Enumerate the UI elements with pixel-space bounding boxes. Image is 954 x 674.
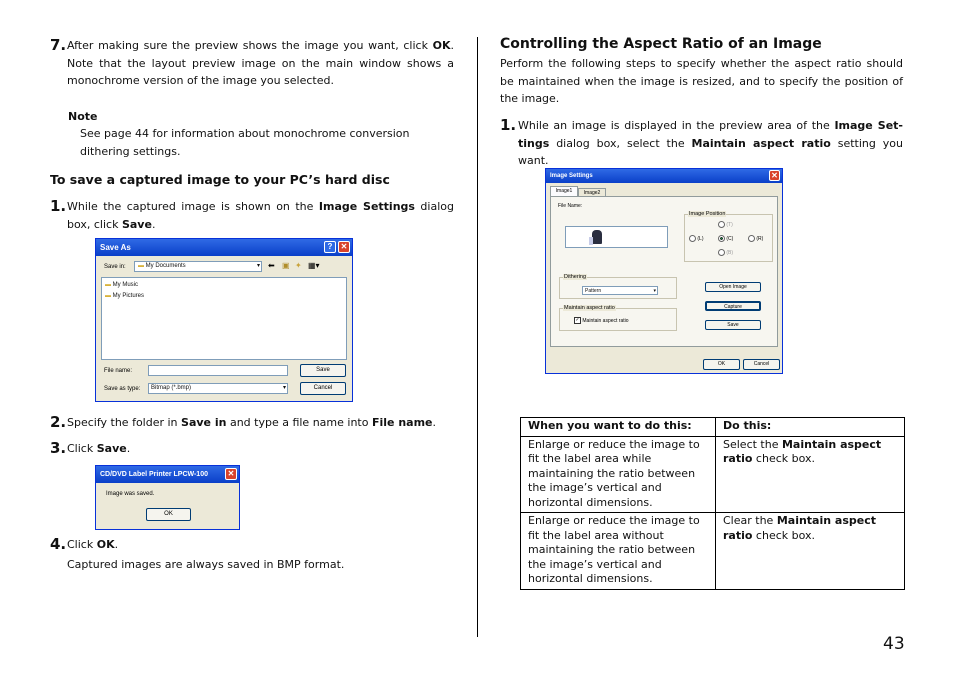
step-1-left	[50, 198, 454, 233]
text: . Note that the layout preview image on the main window shows a monochrome version of the image you selected.	[67, 39, 454, 87]
file-name-input[interactable]	[148, 365, 288, 376]
text: Clear the	[723, 514, 777, 527]
text: While an image is displayed in the preview area of the	[518, 119, 835, 132]
dialog-title: Image Settings	[550, 173, 593, 179]
radio-selected-icon	[718, 235, 725, 242]
save-in-select[interactable]	[134, 261, 262, 272]
step-text	[518, 117, 903, 170]
step-3	[50, 440, 350, 458]
capture-button[interactable]: Capture	[705, 301, 761, 311]
text: check box.	[752, 452, 816, 465]
file-name-label: File name:	[104, 368, 133, 374]
text: Select the	[723, 437, 782, 451]
tab-image1[interactable]: Image1	[550, 186, 578, 197]
dialog-title: Save As	[100, 243, 131, 252]
text: .	[114, 538, 119, 551]
radio-label: (C)	[726, 235, 734, 242]
image-position-label: Image Position	[689, 211, 726, 217]
chevron-down-icon: ▾	[282, 385, 286, 391]
dithering-label: Dithering	[564, 274, 587, 280]
preview-thumbnail	[582, 228, 612, 246]
ok-button[interactable]: OK	[146, 508, 191, 521]
image-position-group	[684, 211, 773, 262]
save-button[interactable]: Save	[300, 364, 346, 377]
step-number: 1.	[50, 197, 67, 215]
radio-icon	[689, 235, 696, 242]
step-number: 2.	[50, 413, 67, 431]
save-as-type-label: Save as type:	[104, 386, 141, 392]
text: While the captured image is shown on the	[67, 200, 319, 213]
text: Click	[67, 442, 97, 455]
bold-text: OK	[96, 538, 115, 551]
back-icon[interactable]: ⬅	[268, 261, 275, 270]
bold-text: Maintain aspect ratio	[691, 136, 831, 150]
dialog-title: CD/DVD Label Printer LPCW-100	[100, 471, 208, 478]
table-cell: Enlarge or reduce the image to fit the label area without maintaining the ratio between the image’s vertical and horizontal dimensions.	[521, 513, 716, 590]
text: dialog box, click	[67, 200, 454, 231]
table-cell: Enlarge or reduce the image to fit the label area while maintaining the ratio between the image’s vertical and horizontal dimensions.	[521, 436, 716, 513]
list-item[interactable]	[105, 291, 144, 302]
dialog-titlebar	[546, 169, 782, 183]
step-number: 1.	[500, 116, 517, 134]
step-text	[67, 198, 454, 233]
help-icon[interactable]: ?	[324, 241, 336, 253]
bold-text: OK	[432, 39, 451, 52]
note-text: See page 44 for information about monochrome conversion dithering settings.	[80, 127, 410, 158]
image-preview	[565, 226, 668, 248]
column-divider	[477, 37, 478, 637]
image-settings-dialog	[545, 168, 783, 374]
step-4	[50, 536, 390, 573]
step-text	[67, 414, 460, 432]
section-heading: Controlling the Aspect Ratio of an Image	[500, 36, 822, 52]
text: check box.	[752, 528, 816, 542]
page-number: 43	[883, 634, 905, 654]
radio-icon	[718, 249, 725, 256]
text: dialog box, select the	[549, 136, 692, 150]
dithering-value: Pattern	[585, 288, 602, 294]
aspect-ratio-group-label: Maintain aspect ratio	[564, 305, 615, 311]
view-menu-icon[interactable]: ▦▾	[308, 261, 320, 270]
dialog-titlebar	[96, 466, 239, 483]
list-item-label: My Music	[112, 282, 139, 288]
save-as-type-select[interactable]	[148, 383, 288, 394]
save-in-value: My Documents	[145, 263, 186, 269]
open-image-button[interactable]: Open Image	[705, 282, 761, 292]
text: .	[126, 442, 131, 455]
up-folder-icon[interactable]: ▣	[282, 261, 290, 270]
list-item-label: My Pictures	[112, 293, 145, 299]
dithering-select[interactable]	[582, 286, 658, 295]
radio-label: (R)	[756, 235, 764, 242]
position-bottom-radio[interactable]	[718, 249, 733, 256]
position-top-radio[interactable]	[718, 221, 733, 228]
new-folder-icon[interactable]: ✦	[295, 261, 302, 270]
folder-icon: ▬	[138, 263, 144, 269]
subheading-save-image: To save a captured image to your PC’s hard disc	[50, 172, 390, 187]
dithering-group	[559, 274, 677, 299]
radio-label: (L)	[697, 235, 704, 242]
step-number: 4.	[50, 535, 67, 553]
text: Click	[67, 538, 97, 551]
step-number: 7.	[50, 36, 67, 54]
maintain-aspect-checkbox[interactable]	[574, 317, 629, 324]
aspect-ratio-group	[559, 305, 677, 331]
save-button[interactable]: Save	[705, 320, 761, 330]
bold-text: Save in	[181, 416, 227, 429]
bold-text: Image Set-tings	[518, 119, 903, 150]
bold-text: Image Settings	[318, 200, 415, 213]
close-icon[interactable]: ✕	[338, 241, 350, 253]
table-cell	[716, 513, 905, 590]
save-in-label: Save in:	[104, 264, 126, 270]
table-header: Do this:	[716, 418, 905, 437]
table-row	[521, 513, 905, 590]
save-as-dialog	[95, 238, 353, 402]
text: .	[432, 416, 436, 429]
step-1-right	[500, 117, 903, 170]
close-icon[interactable]: ✕	[769, 170, 780, 181]
dialog-titlebar	[96, 239, 352, 256]
step-2	[50, 414, 460, 432]
bold-text: File name	[371, 416, 433, 429]
step-number: 3.	[50, 439, 67, 457]
tab-panel	[550, 196, 778, 347]
cancel-button[interactable]: Cancel	[300, 382, 346, 395]
cancel-button[interactable]: Cancel	[743, 359, 780, 370]
step-text	[67, 536, 390, 554]
radio-label: (T)	[726, 221, 733, 228]
note-title: Note	[68, 110, 98, 123]
aspect-ratio-table	[520, 417, 905, 590]
radio-icon	[718, 221, 725, 228]
step-7	[50, 37, 454, 90]
radio-label: (B)	[726, 249, 734, 256]
ok-button[interactable]: OK	[703, 359, 740, 370]
folder-icon: ▬	[105, 293, 111, 299]
list-item[interactable]	[105, 280, 144, 291]
file-list[interactable]	[101, 277, 347, 360]
text: setting you want.	[518, 136, 903, 167]
table-header: When you want to do this:	[521, 418, 716, 437]
bold-text: Save	[96, 442, 127, 455]
position-right-radio[interactable]	[748, 235, 763, 242]
chevron-down-icon: ▾	[256, 263, 260, 269]
save-as-type-value: Bitmap (*.bmp)	[151, 385, 192, 391]
position-center-radio[interactable]	[718, 235, 733, 242]
message-text: Image was saved.	[106, 491, 155, 497]
checkbox-label: Maintain aspect ratio	[582, 317, 629, 324]
close-icon[interactable]: ✕	[225, 468, 237, 480]
text: .	[151, 217, 156, 231]
chevron-down-icon: ▾	[653, 288, 656, 294]
table-cell	[716, 436, 905, 513]
text: After making sure the preview shows the image you want, click	[67, 39, 433, 52]
section-intro: Perform the following steps to specify whether the aspect ratio should be maintained when the image is resized, and to specify the position of the image.	[500, 57, 903, 105]
folder-icon: ▬	[105, 282, 111, 288]
position-left-radio[interactable]	[689, 235, 704, 242]
text: and type a file name into	[226, 416, 372, 429]
radio-icon	[748, 235, 755, 242]
saved-message-dialog	[95, 465, 240, 530]
step-text	[67, 440, 350, 458]
bold-text: Maintain aspect ratio	[723, 437, 882, 465]
step-4-note: Captured images are always saved in BMP format.	[67, 557, 345, 571]
table-header-row	[521, 418, 905, 437]
file-name-label: File Name:	[558, 203, 583, 209]
table-row	[521, 436, 905, 513]
checkmark-icon: ✓	[575, 317, 580, 323]
bold-text: Maintain aspect ratio	[723, 514, 876, 542]
bold-text: Save	[121, 217, 152, 231]
text: Specify the folder in	[67, 416, 182, 429]
tab-image2[interactable]: Image2	[578, 188, 606, 197]
step-text	[67, 37, 454, 90]
